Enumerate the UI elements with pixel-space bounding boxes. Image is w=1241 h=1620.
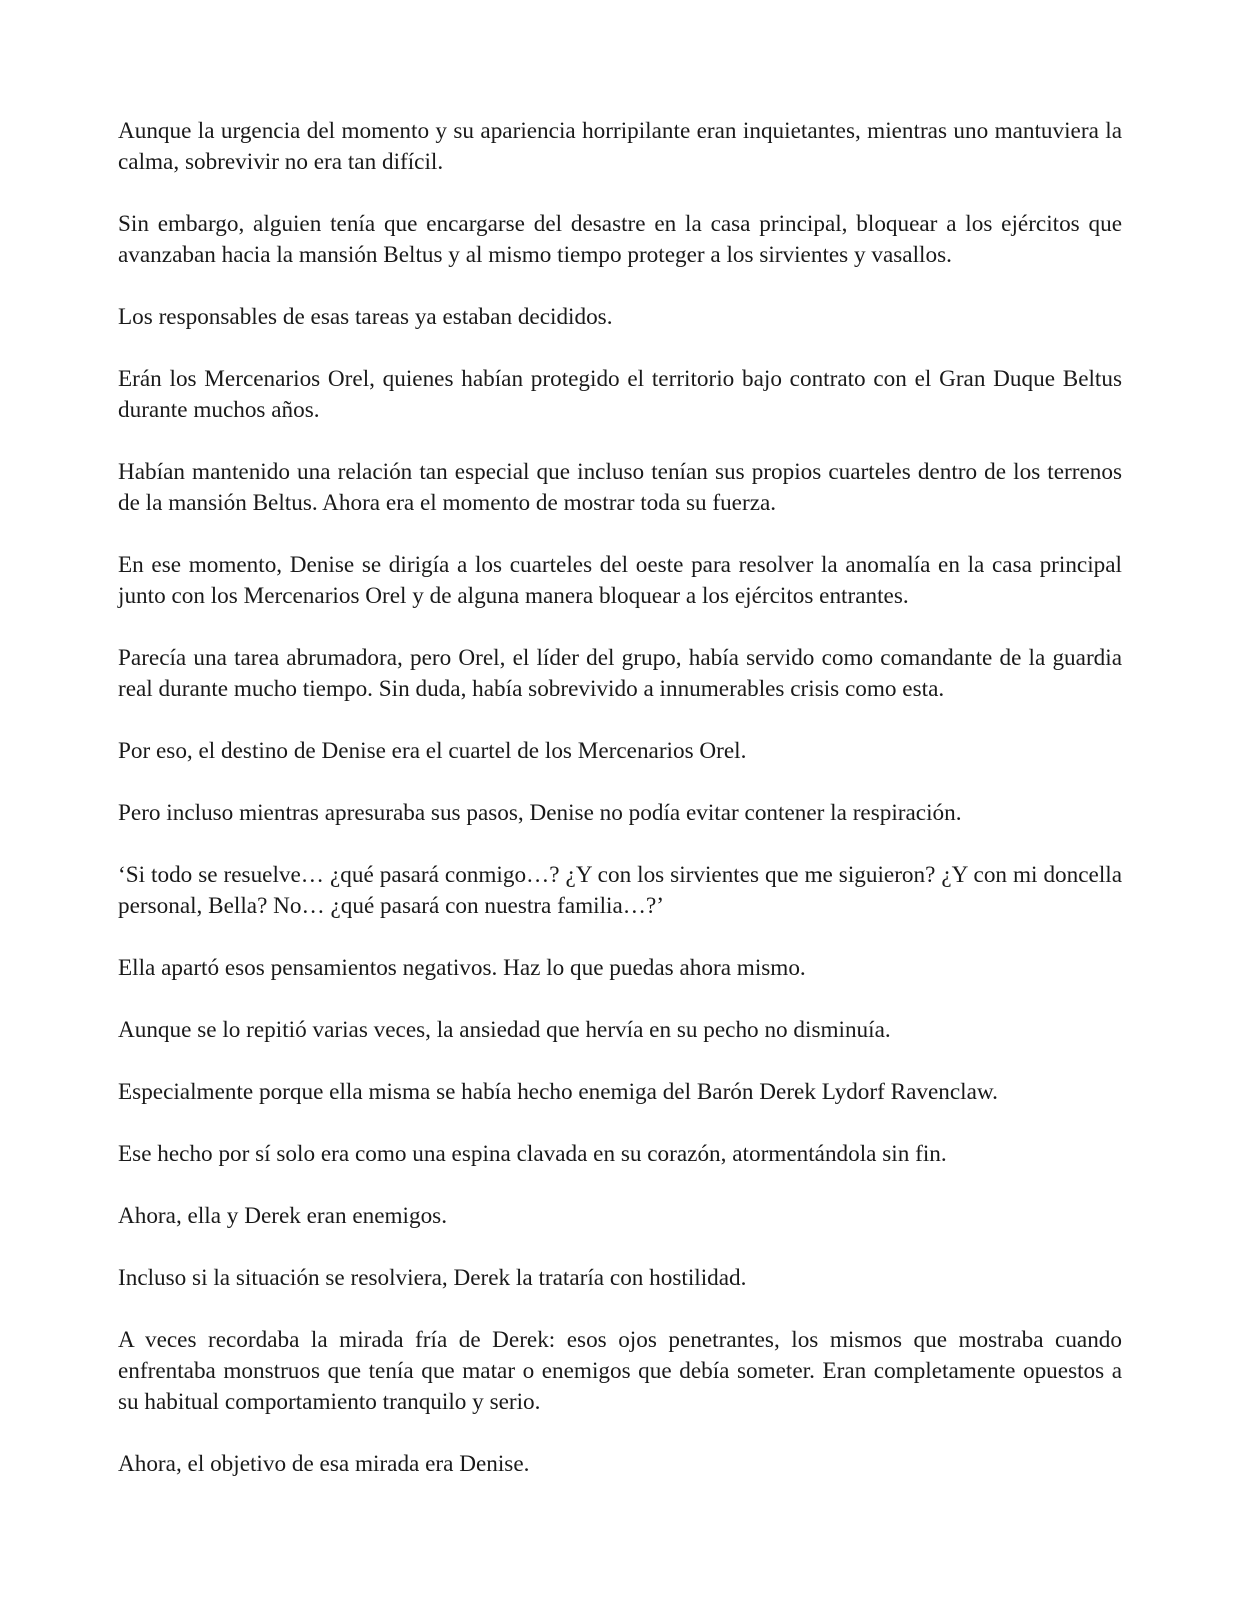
paragraph-7: Parecía una tarea abrumadora, pero Orel, el líder del grupo, había servido como comandante de la guardia real durante mucho tiempo. Sin duda, había sobrevivido a innumerables crisis como esta.: [118, 645, 1122, 702]
paragraph-4: Erán los Mercenarios Orel, quienes habían protegido el territorio bajo contrato con el Gran Duque Beltus durante muchos años.: [118, 366, 1122, 423]
paragraph-1: Aunque la urgencia del momento y su apariencia horripilante eran inquietantes, mientras uno mantuviera la calma, sobrevivir no era tan difícil.: [118, 118, 1122, 175]
paragraph-8: Por eso, el destino de Denise era el cuartel de los Mercenarios Orel.: [118, 738, 747, 764]
document-body: [118, 116, 1122, 1511]
paragraph-14: Ese hecho por sí solo era como una espina clavada en su corazón, atormentándola sin fin.: [118, 1141, 947, 1167]
paragraph-12: Aunque se lo repitió varias veces, la ansiedad que hervía en su pecho no disminuía.: [118, 1017, 891, 1043]
paragraph-2: Sin embargo, alguien tenía que encargarse del desastre en la casa principal, bloquear a los ejércitos que avanzaban hacia la mansión Beltus y al mismo tiempo proteger a los sirvientes y vasallos.: [118, 211, 1122, 268]
paragraph-3: Los responsables de esas tareas ya estaban decididos.: [118, 304, 613, 330]
paragraph-9: Pero incluso mientras apresuraba sus pasos, Denise no podía evitar contener la respiración.: [118, 800, 962, 826]
paragraph-10: ‘Si todo se resuelve… ¿qué pasará conmigo…? ¿Y con los sirvientes que me siguieron? ¿Y con mi doncella personal, Bella? No… ¿qué pasará con nuestra familia…?’: [118, 862, 1122, 919]
paragraph-16: Incluso si la situación se resolviera, Derek la trataría con hostilidad.: [118, 1265, 747, 1291]
paragraph-17: A veces recordaba la mirada fría de Derek: esos ojos penetrantes, los mismos que mostraba cuando enfrentaba monstruos que tenía que matar o enemigos que debía someter. Eran completamente opuestos a su habitual comportamiento tranquilo y serio.: [118, 1327, 1122, 1415]
paragraph-6: En ese momento, Denise se dirigía a los cuarteles del oeste para resolver la anomalía en la casa principal junto con los Mercenarios Orel y de alguna manera bloquear a los ejércitos entrantes.: [118, 552, 1122, 609]
paragraph-15: Ahora, ella y Derek eran enemigos.: [118, 1203, 447, 1229]
paragraph-11: Ella apartó esos pensamientos negativos. Haz lo que puedas ahora mismo.: [118, 955, 806, 981]
paragraph-5: Habían mantenido una relación tan especial que incluso tenían sus propios cuarteles dentro de los terrenos de la mansión Beltus. Ahora era el momento de mostrar toda su fuerza.: [118, 459, 1122, 516]
paragraph-18: Ahora, el objetivo de esa mirada era Denise.: [118, 1451, 530, 1477]
paragraph-13: Especialmente porque ella misma se había hecho enemiga del Barón Derek Lydorf Ravenclaw.: [118, 1079, 998, 1105]
